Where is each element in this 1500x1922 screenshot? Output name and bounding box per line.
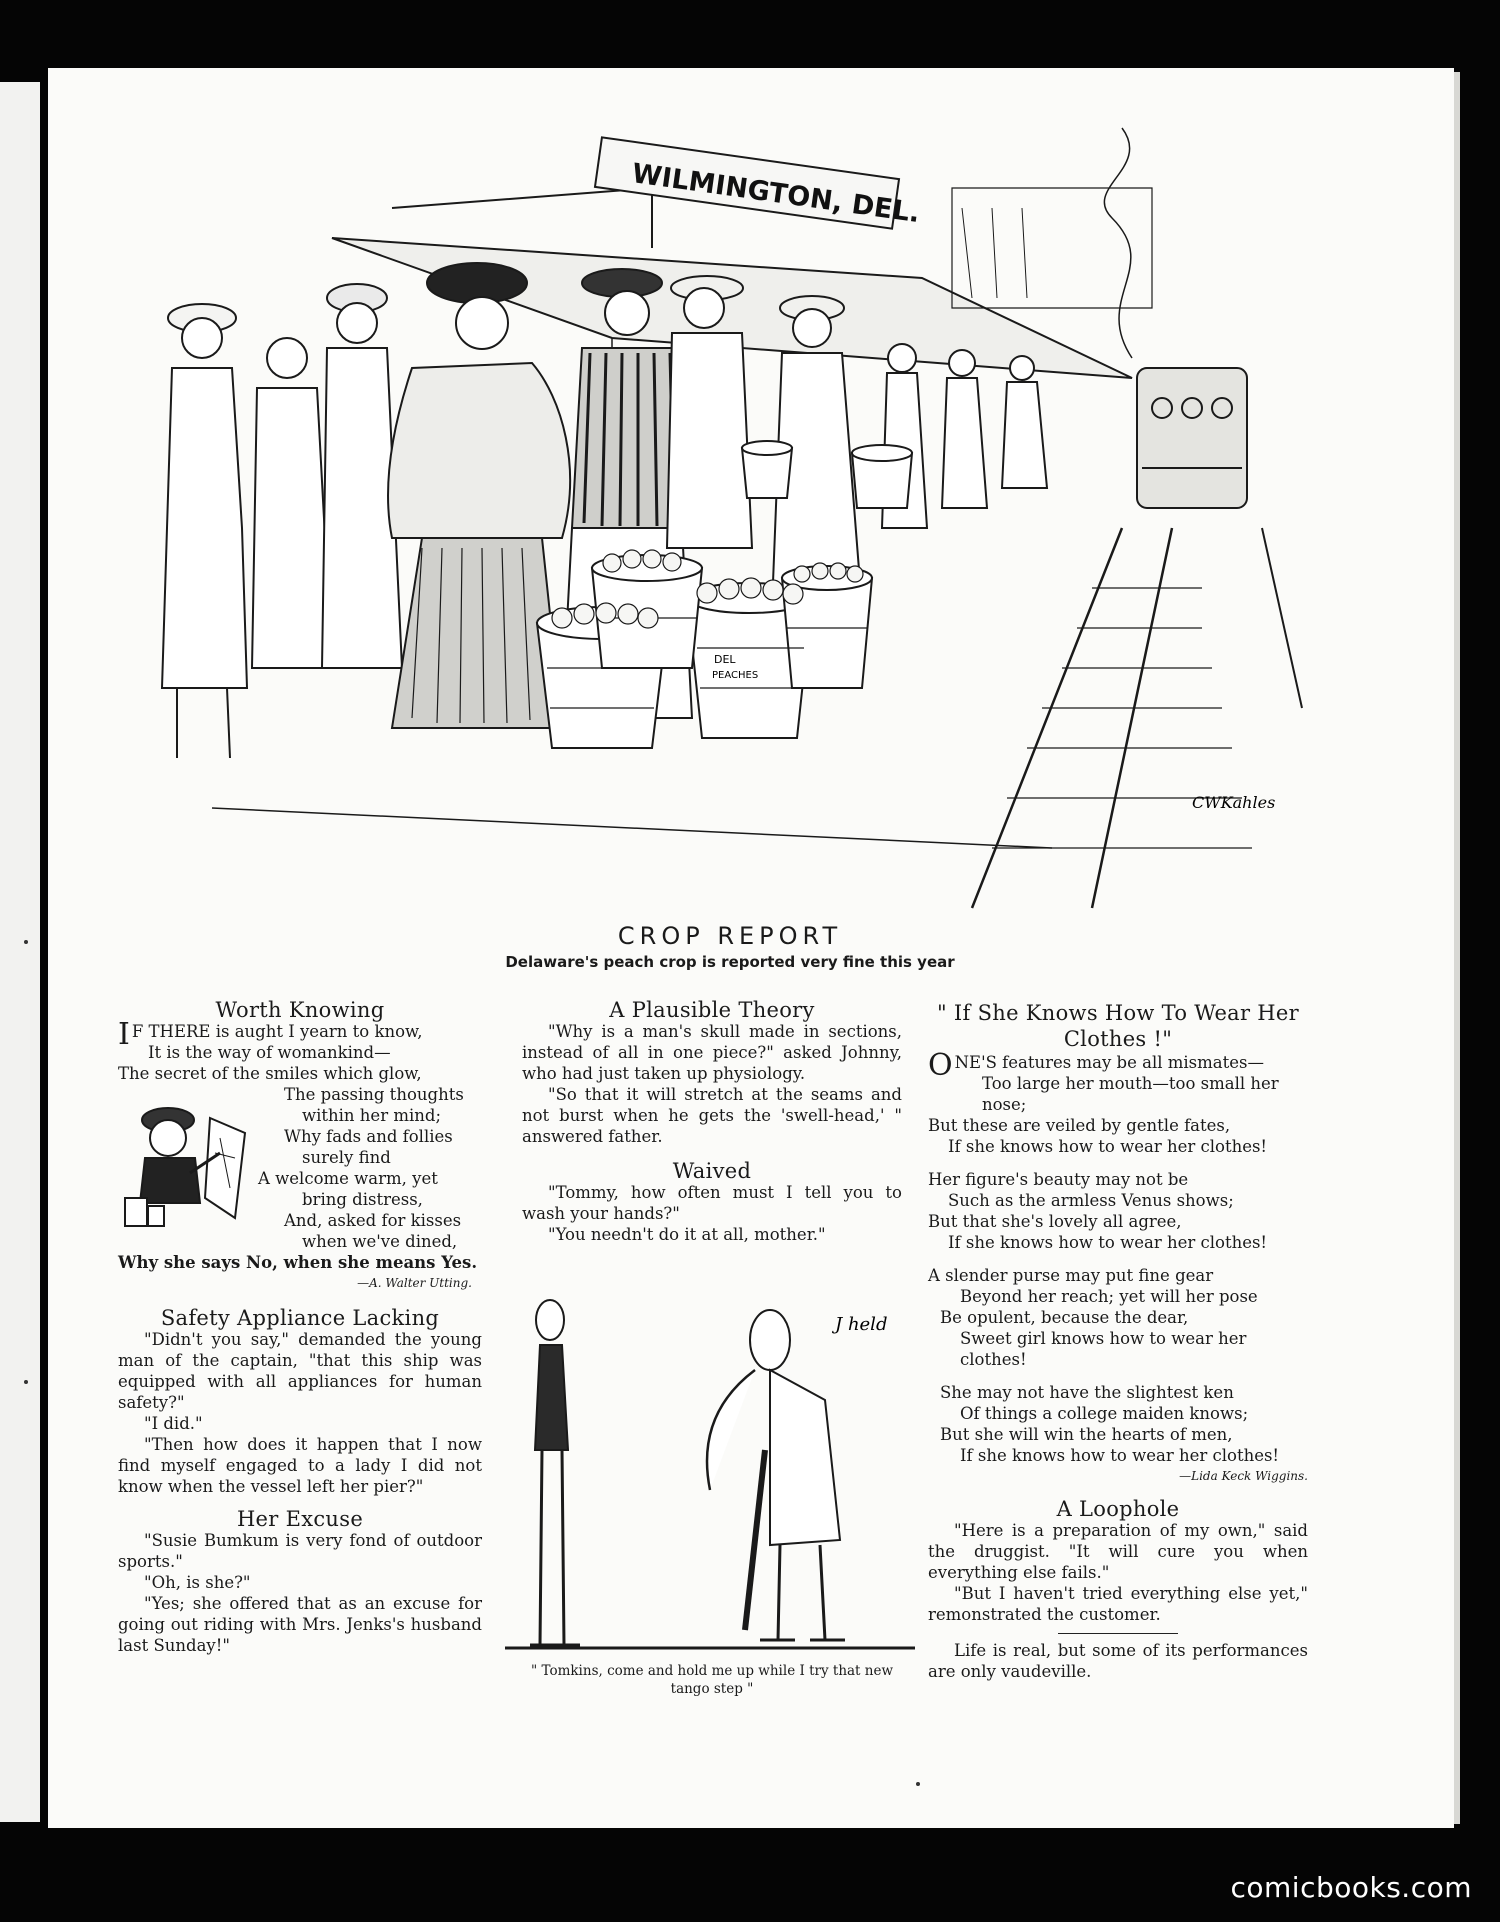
waived-paragraph: "You needn't do it at all, mother." [548,1225,826,1244]
site-watermark: comicbooks.com [1230,1871,1472,1904]
wear-her-clothes-title: " If She Knows How To Wear Her Clothes !" [937,1001,1299,1051]
her-excuse-title: Her Excuse [236,1507,364,1531]
column-right [928,1000,1308,1682]
clothes-poem-stanza-1 [928,1048,1308,1157]
poem-line: Of things a college maiden knows; [960,1404,1249,1423]
poem-line: And, asked for kisses [284,1211,462,1230]
crop-report-illustration [92,108,1322,918]
worth-credit: —A. Walter Utting. [357,1276,472,1290]
previous-page-edge [0,82,40,1822]
waived-title: Waived [672,1159,752,1183]
print-speck [24,940,28,944]
clothes-poem-stanza-4 [928,1382,1308,1466]
station-sign-text: WILMINGTON, DEL. [630,158,922,230]
poem-line: within her mind; [302,1106,442,1125]
poem-line: But these are veiled by gentle fates, [928,1116,1231,1135]
poem-line: But that she's lovely all agree, [928,1212,1182,1231]
poem-line: The secret of the smiles which glow, [118,1064,422,1083]
loophole-paragraph: "Here is a preparation of my own," said the druggist. "It will cure you when everything else fails." [928,1521,1308,1582]
excuse-paragraph: "Oh, is she?" [144,1573,251,1592]
theory-paragraph: "Why is a man's skull made in sections, instead of all in one piece?" asked Johnny, who had just taken up physiology. [522,1022,902,1083]
safety-paragraph: "Didn't you say," demanded the young man of the captain, "that this ship was equipped with all appliances for human safety?" [118,1330,482,1412]
clothes-poem-stanza-2 [928,1169,1308,1253]
poem-line: A welcome warm, yet [258,1169,438,1188]
column-middle [522,1000,902,1245]
poem-line: Why she says No, when she means Yes. [118,1253,478,1272]
safety-appliance-title: Safety Appliance Lacking [160,1306,440,1330]
print-speck [916,1782,920,1786]
excuse-paragraph: "Yes; she offered that as an excuse for going out riding with Mrs. Jenks's husband last Sunday!" [118,1594,482,1655]
theory-paragraph: "So that it will stretch at the seams and not burst when he gets the 'swell-head,' " answered father. [522,1085,902,1146]
clothes-poem-stanza-3 [928,1265,1308,1370]
poem-line: Such as the armless Venus shows; [948,1191,1234,1210]
plausible-theory-title: A Plausible Theory [609,998,815,1022]
clothes-credit: —Lida Keck Wiggins. [1179,1469,1308,1483]
poem-line: Beyond her reach; yet will her pose [960,1287,1258,1306]
poem-line: bring distress, [302,1190,423,1209]
poem-line: Too large her mouth—too small her nose; [982,1074,1279,1114]
page-edge-shadow [1454,72,1460,1824]
tango-cartoon [500,1290,920,1655]
caption-title: CROP REPORT [617,922,843,950]
poem-line: The passing thoughts [284,1085,464,1104]
safety-paragraph: "Then how does it happen that I now find myself engaged to a lady I did not know when the vessel left her pier?" [118,1435,482,1496]
safety-paragraph: "I did." [144,1414,203,1433]
clothes-dropcap: O [928,1048,953,1083]
worth-dropcap: I [118,1017,130,1052]
poem-line: If she knows how to wear her clothes! [960,1446,1280,1465]
poem-line: It is the way of womankind— [148,1043,391,1062]
artist-painting-cartoon [120,1098,260,1233]
worth-knowing-title: Worth Knowing [215,998,385,1022]
basket-label-del: DEL [714,653,736,666]
poem-line: F THERE is aught I yearn to know, [131,1022,423,1041]
caption-subtitle: Delaware's peach crop is reported very fine this year [505,953,955,971]
life-paragraph: Life is real, but some of its performances are only vaudeville. [928,1641,1308,1681]
waived-paragraph: "Tommy, how often must I tell you to wash your hands?" [522,1183,902,1223]
print-speck [24,1380,28,1384]
poem-line: She may not have the slightest ken [940,1383,1234,1402]
loophole-paragraph: "But I haven't tried everything else yet," remonstrated the customer. [928,1584,1308,1624]
poem-line: surely find [302,1148,391,1167]
section-divider [1058,1633,1178,1634]
poem-line: If she knows how to wear her clothes! [948,1233,1268,1252]
poem-line: Be opulent, because the dear, [940,1308,1189,1327]
poem-line: Her figure's beauty may not be [928,1170,1189,1189]
poem-line: But she will win the hearts of men, [940,1425,1233,1444]
basket-label-peaches: PEACHES [712,670,759,681]
loophole-title: A Loophole [1056,1497,1180,1521]
poem-line: Sweet girl knows how to wear her clothes! [960,1329,1247,1369]
station-platform-drawing [92,108,1322,918]
excuse-paragraph: "Susie Bumkum is very fond of outdoor sports." [118,1531,482,1571]
cartoon-signature: J held [835,1314,888,1335]
poem-line: when we've dined, [302,1232,458,1251]
illustrator-signature: CWKahles [1192,793,1276,812]
poem-line: A slender purse may put fine gear [928,1266,1214,1285]
poem-line: NE'S features may be all mismates— [954,1053,1265,1072]
tango-cartoon-caption: " Tomkins, come and hold me up while I try that new tango step " [530,1663,894,1697]
poem-line: Why fads and follies [284,1127,453,1146]
poem-line: If she knows how to wear her clothes! [948,1137,1268,1156]
